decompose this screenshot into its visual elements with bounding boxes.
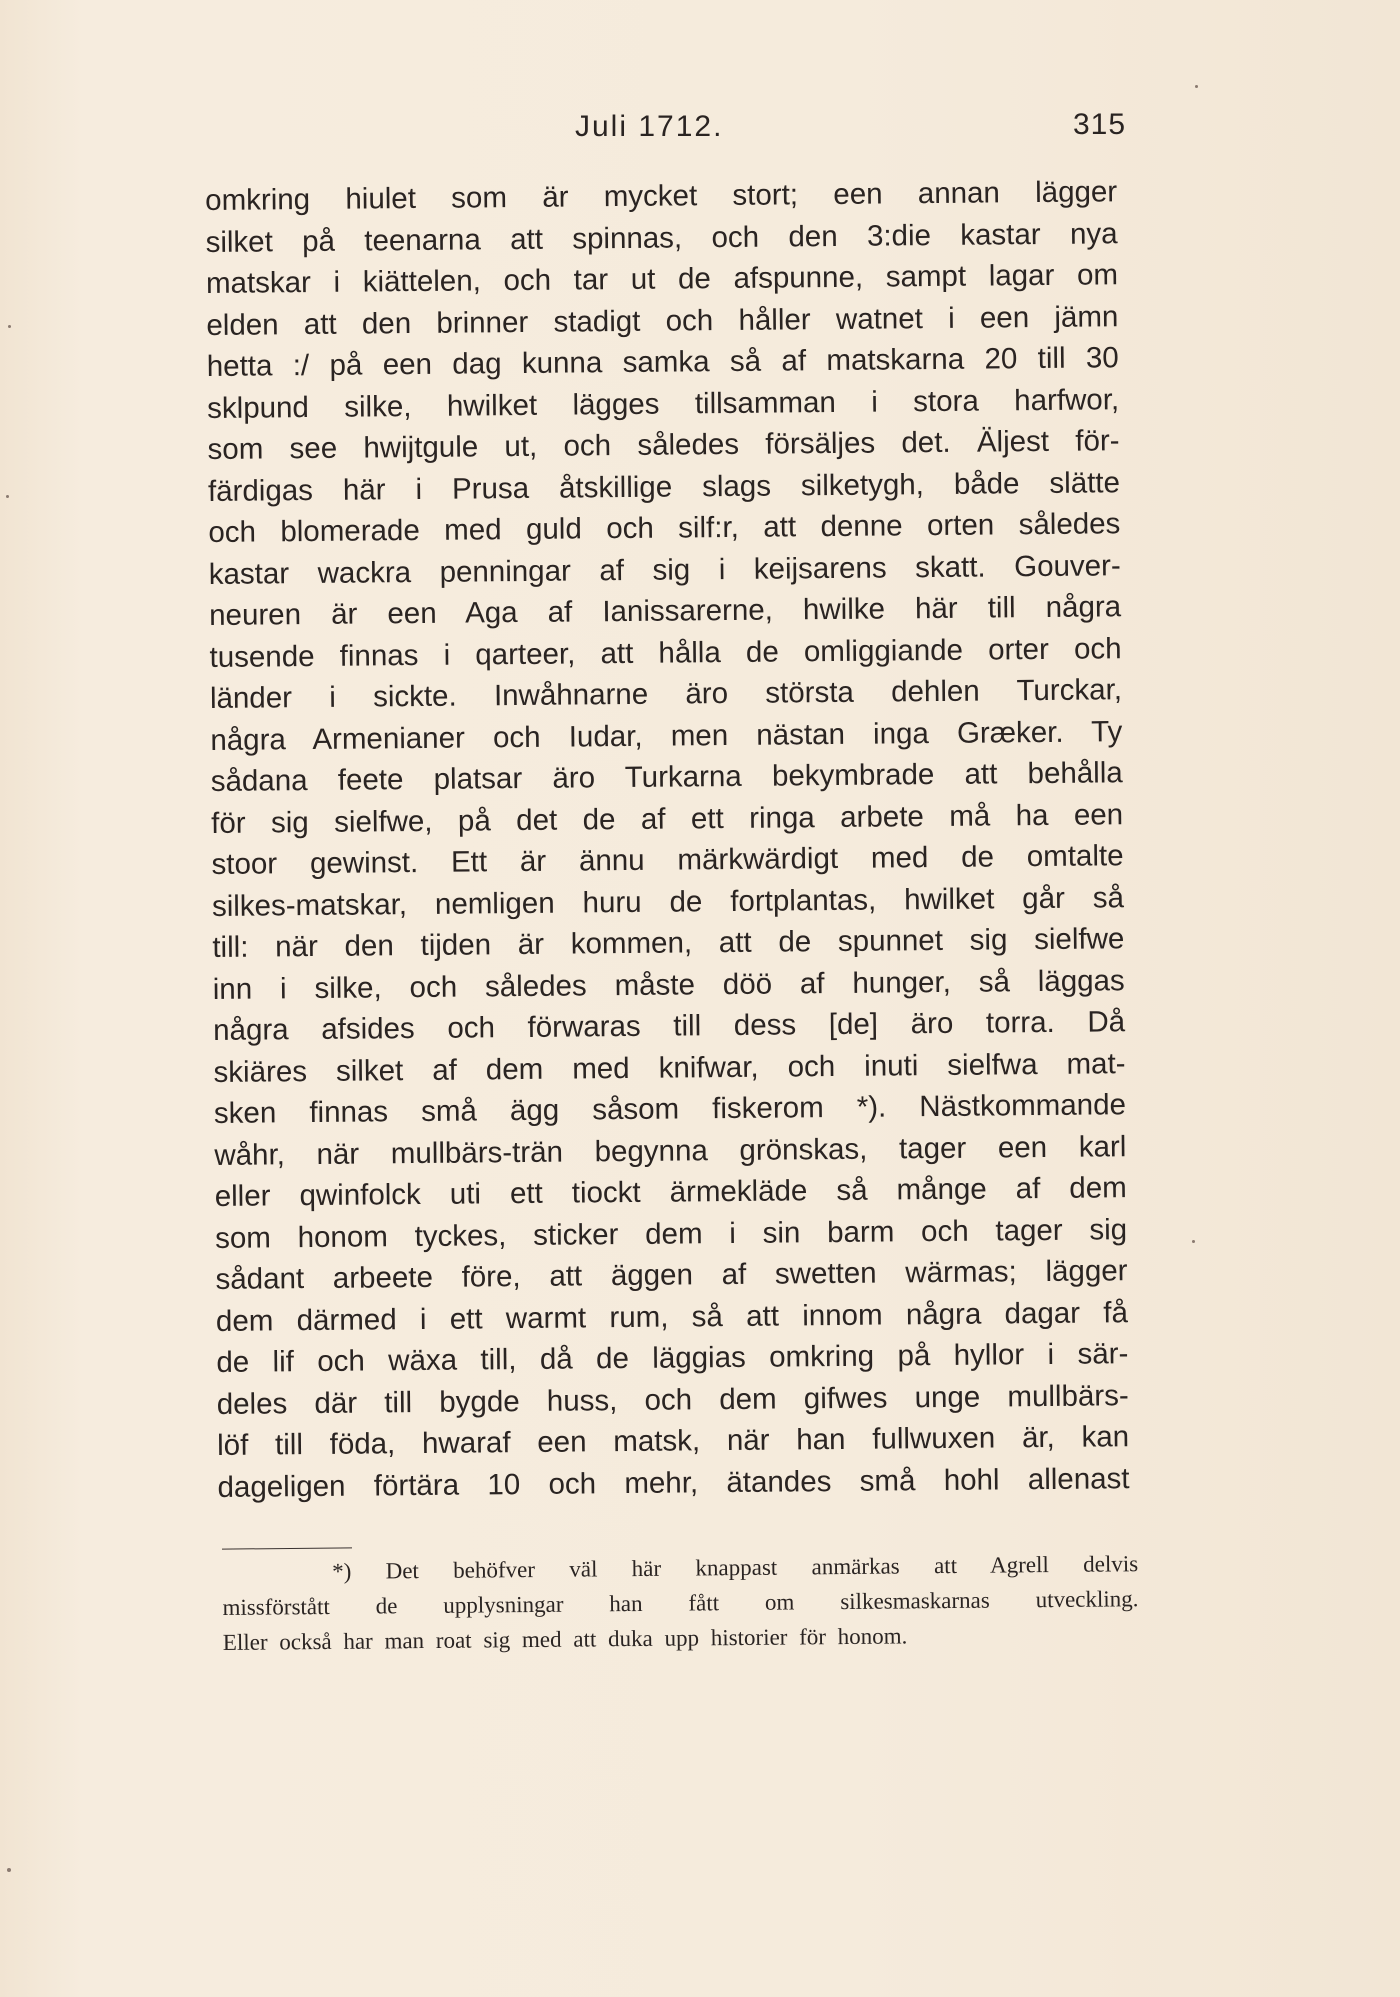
text-line: sklpund silke, hwilket lägges tillsamman i stora harfwor, bbox=[207, 382, 1120, 425]
text-line: hetta :/ på een dag kunna samka så af matskarna 20 till 30 bbox=[206, 341, 1119, 383]
text-line: och blomerade med guld och silf:r, att denne orten således bbox=[208, 507, 1121, 549]
footnote bbox=[222, 1546, 1139, 1660]
text-line: de lif och wäxa till, då de läggias omkring på hyllor i sär- bbox=[216, 1337, 1129, 1379]
text-line: länder i sickte. Inwåhnarne äro största dehlen Turckar, bbox=[209, 673, 1123, 715]
text-line: deles där till bygde huss, och dem gifwes unge mullbärs- bbox=[216, 1378, 1129, 1421]
text-line: elden att den brinner stadigt och håller watnet i een jämn bbox=[206, 299, 1119, 342]
text-line: som honom tyckes, sticker dem i sin barm och tager sig bbox=[214, 1212, 1128, 1255]
text-line: några Armenianer och Iudar, men nästan inga Græker. Ty bbox=[210, 714, 1123, 757]
text-line: sådana feete platsar äro Turkarna bekymbrade att behålla bbox=[210, 756, 1123, 798]
text-line: skiäres silket af dem med knifwar, och inuti sielfwa mat- bbox=[213, 1046, 1126, 1089]
text-line: sken finnas små ägg såsom fiskerom *). Nästkommande bbox=[213, 1088, 1127, 1130]
text-line: wåhr, när mullbärs-trän begynna grönskas, tager een karl bbox=[214, 1129, 1127, 1172]
footnote-line: *) Det behöfver väl här knappast anmärkas att Agrell delvis bbox=[332, 1551, 1139, 1584]
text-line: dageligen förtära 10 och mehr, ätandes små hohl allenast bbox=[217, 1461, 1130, 1504]
text-line: inn i silke, och således måste döö af hunger, så läggas bbox=[212, 963, 1125, 1006]
text-line: omkring hiulet som är mycket stort; een annan lägger bbox=[205, 175, 1118, 217]
paper-speck bbox=[6, 495, 9, 498]
text-line: stoor gewinst. Ett är ännu märkwärdigt med de omtalte bbox=[211, 839, 1124, 881]
text-line: eller qwinfolck uti ett tiockt ärmekläde så månge af dem bbox=[214, 1171, 1127, 1213]
text-line: silkes-matskar, nemligen huru de fortplantas, hwilket går så bbox=[211, 880, 1125, 923]
text-line: tusende finnas i qarteer, att hålla de omliggiande orter och bbox=[209, 631, 1122, 674]
text-line: som see hwijtgule ut, och således försäljes det. Äljest för- bbox=[207, 424, 1120, 466]
paper-speck bbox=[8, 325, 11, 328]
text-line: silket på teenarna att spinnas, och den 3:die kastar nya bbox=[205, 216, 1118, 259]
paper-speck bbox=[1192, 1240, 1195, 1243]
text-line: till: när den tijden är kommen, att de spunnet sig sielfwe bbox=[212, 922, 1125, 964]
text-line: neuren är een Aga af Ianissarerne, hwilke här till några bbox=[209, 590, 1122, 632]
text-line: färdigas här i Prusa åtskillige slags silketygh, både slätte bbox=[207, 465, 1121, 508]
text-line: löf till föda, hwaraf een matsk, när han fullwuxen är, kan bbox=[216, 1420, 1130, 1462]
text-line: dem därmed i ett warmt rum, så att innom några dagar få bbox=[215, 1295, 1129, 1338]
page-number: 315 bbox=[1073, 108, 1127, 141]
text-line: sådant arbeete före, att äggen af swetten wärmas; lägger bbox=[215, 1254, 1128, 1296]
text-line: matskar i kiättelen, och tar ut de afspunne, sampt lagar om bbox=[205, 258, 1119, 300]
paper-speck bbox=[7, 1868, 11, 1872]
footnote-rule bbox=[222, 1547, 352, 1549]
footnote-line: Eller också har man roat sig med att duka upp historier för honom. bbox=[222, 1623, 908, 1655]
text-line: kastar wackra penningar af sig i keijsarens skatt. Gouver- bbox=[208, 548, 1121, 591]
footnote-line: missförstått de upplysningar han fått om silkesmaskarnas utveckling. bbox=[222, 1586, 1139, 1620]
body-text bbox=[205, 171, 1130, 1508]
text-line: några afsides och förwaras till dess [de] äro torra. Då bbox=[213, 1005, 1126, 1047]
text-line: för sig sielfwe, på det de af ett ringa arbete må ha een bbox=[211, 797, 1124, 840]
running-head: Juli 1712. bbox=[575, 110, 724, 143]
paper-speck bbox=[1195, 85, 1198, 88]
